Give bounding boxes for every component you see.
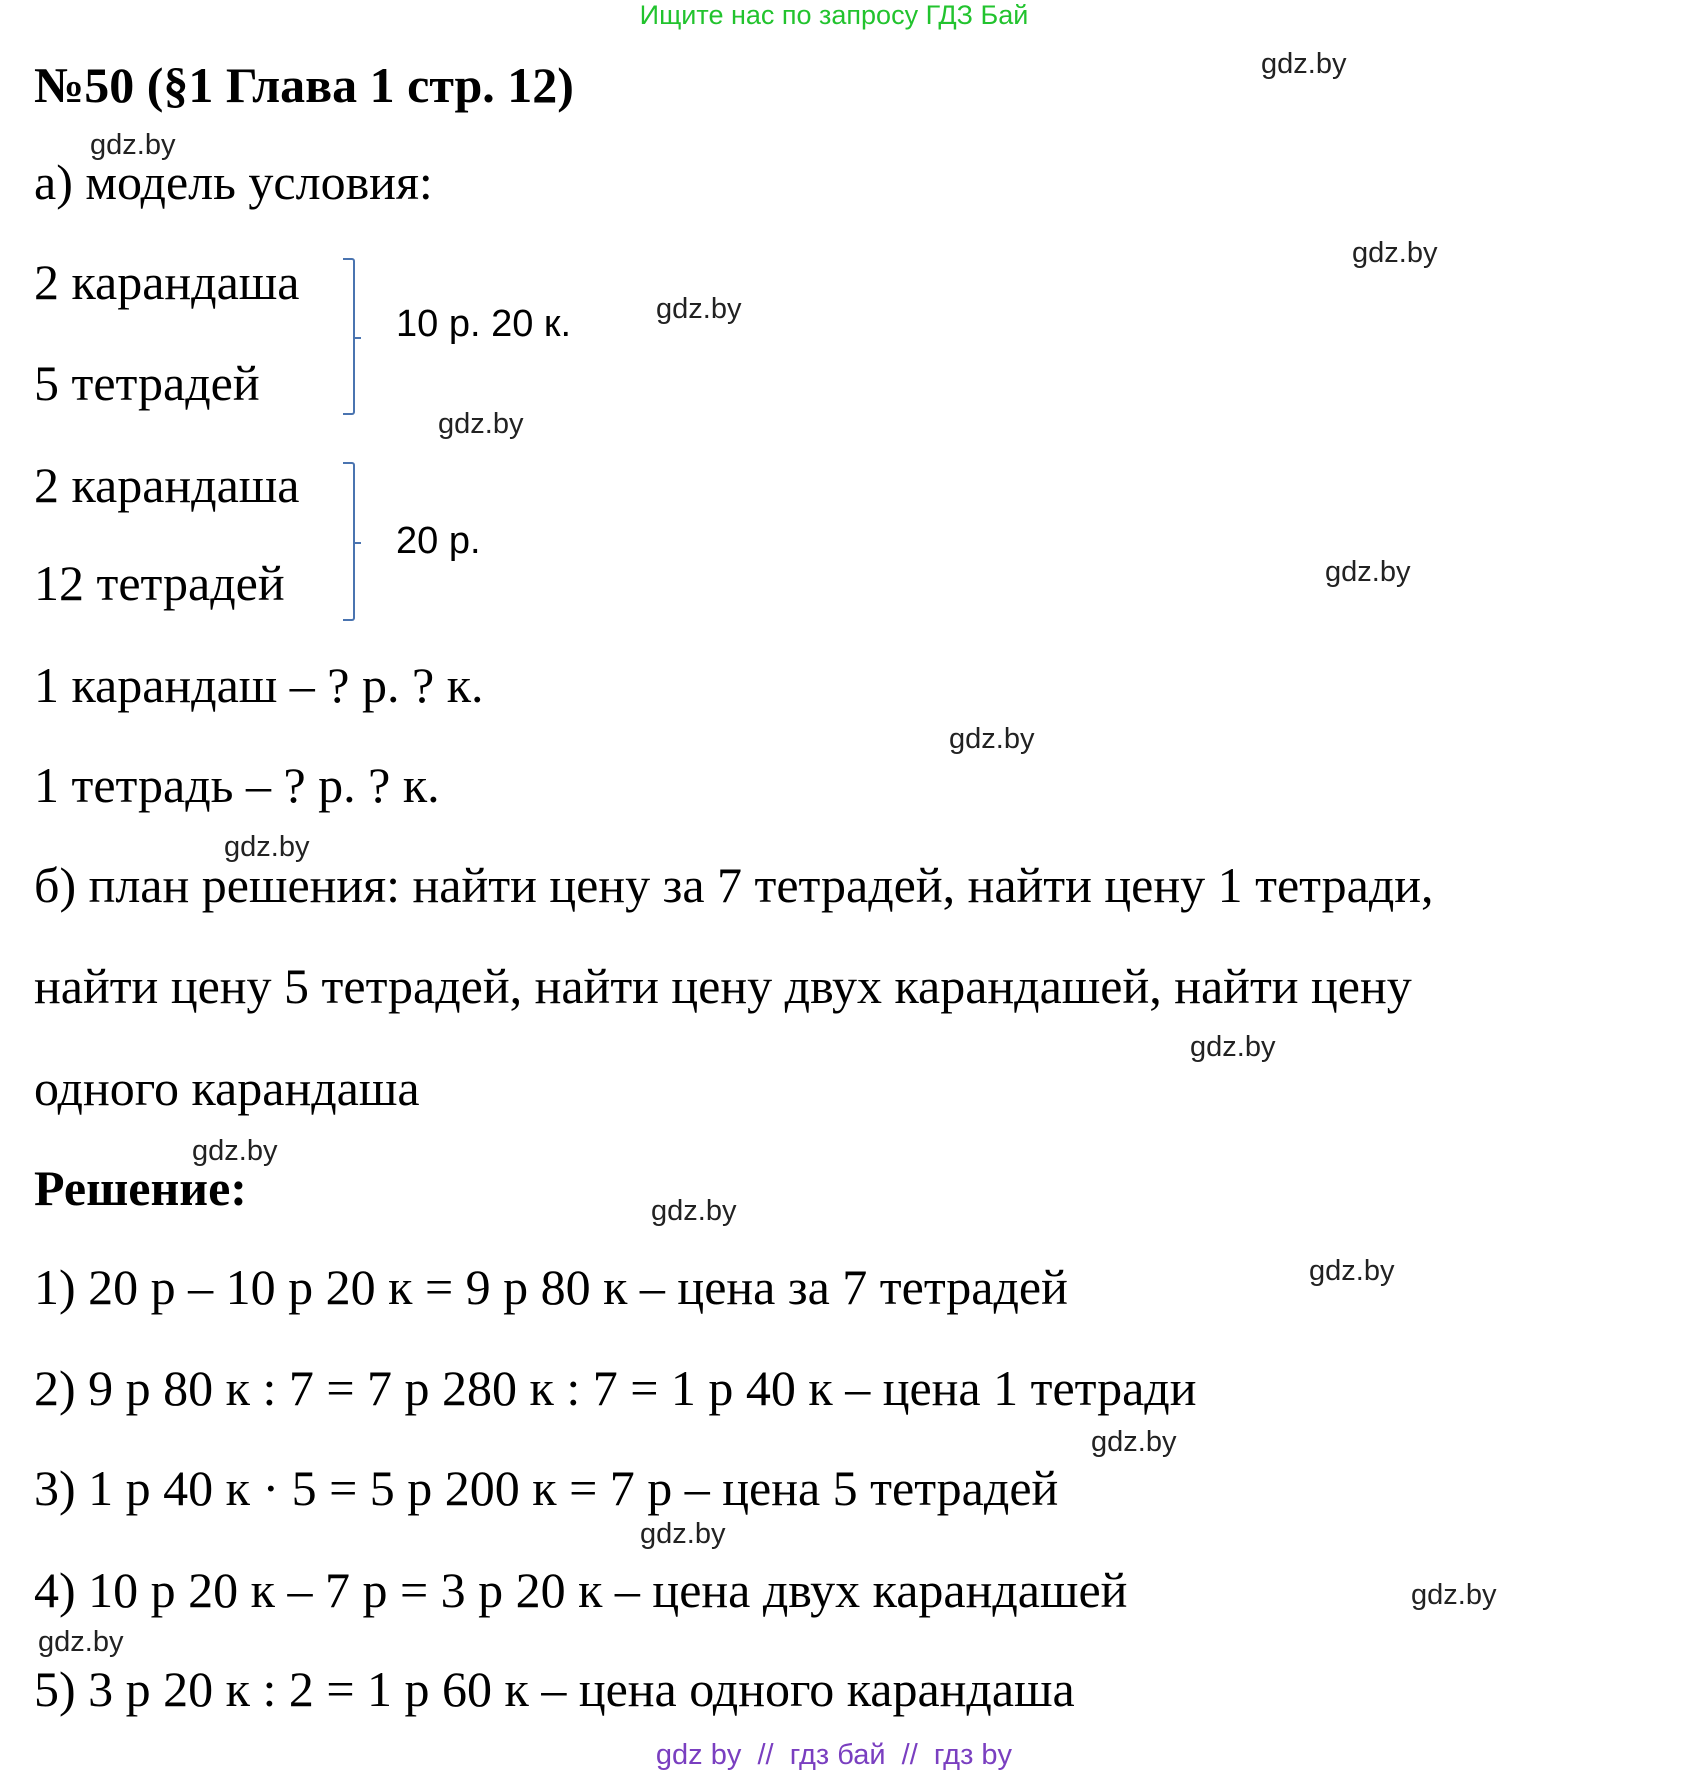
part-a-heading: а) модель условия: — [34, 154, 433, 210]
watermark: gdz.by — [1190, 1031, 1276, 1063]
watermark: gdz.by — [438, 408, 524, 440]
watermark: gdz.by — [656, 293, 742, 325]
group2-total: 20 р. — [396, 520, 481, 562]
watermark: gdz.by — [90, 129, 176, 161]
watermark: gdz.by — [949, 723, 1035, 755]
question-line: 1 тетрадь – ? р. ? к. — [34, 757, 440, 813]
watermark: gdz.by — [1352, 237, 1438, 269]
plan-line: б) план решения: найти цену за 7 тетрадей, найти цену 1 тетради, — [34, 857, 1434, 913]
condition-line: 12 тетрадей — [34, 555, 285, 611]
solution-step: 3) 1 р 40 к · 5 = 5 р 200 к = 7 р – цена 5 тетрадей — [34, 1460, 1059, 1516]
footer-links[interactable]: gdz by // гдз бай // гдз by — [655, 1739, 1013, 1771]
solution-step: 5) 3 р 20 к : 2 = 1 р 60 к – цена одного карандаша — [34, 1661, 1075, 1717]
watermark: gdz.by — [224, 831, 310, 863]
question-line: 1 карандаш – ? р. ? к. — [34, 657, 484, 713]
condition-line: 2 карандаша — [34, 457, 300, 513]
condition-line: 2 карандаша — [34, 254, 300, 310]
solution-step: 4) 10 р 20 к – 7 р = 3 р 20 к – цена двух карандашей — [34, 1562, 1128, 1618]
watermark: gdz.by — [1091, 1426, 1177, 1458]
watermark: gdz.by — [38, 1626, 124, 1658]
watermark: gdz.by — [1309, 1255, 1395, 1287]
condition-line: 5 тетрадей — [34, 355, 260, 411]
watermark: gdz.by — [651, 1195, 737, 1227]
watermark: gdz.by — [1411, 1579, 1497, 1611]
watermark: gdz.by — [1325, 556, 1411, 588]
brace-group2 — [343, 462, 355, 621]
page-title: №50 (§1 Глава 1 стр. 12) — [34, 57, 574, 113]
header-ad-link[interactable]: Ищите нас по запросу ГДЗ Бай — [639, 0, 1029, 30]
plan-line: найти цену 5 тетрадей, найти цену двух карандашей, найти цену — [34, 958, 1412, 1014]
solution-heading: Решение: — [34, 1160, 247, 1216]
plan-line: одного карандаша — [34, 1060, 420, 1116]
group1-total: 10 р. 20 к. — [396, 303, 572, 345]
watermark: gdz.by — [1261, 48, 1347, 80]
solution-step: 2) 9 р 80 к : 7 = 7 р 280 к : 7 = 1 р 40 к – цена 1 тетради — [34, 1360, 1197, 1416]
solution-step: 1) 20 р – 10 р 20 к = 9 р 80 к – цена за 7 тетрадей — [34, 1259, 1068, 1315]
watermark: gdz.by — [640, 1518, 726, 1550]
watermark: gdz.by — [192, 1135, 278, 1167]
brace-group1 — [343, 258, 355, 415]
